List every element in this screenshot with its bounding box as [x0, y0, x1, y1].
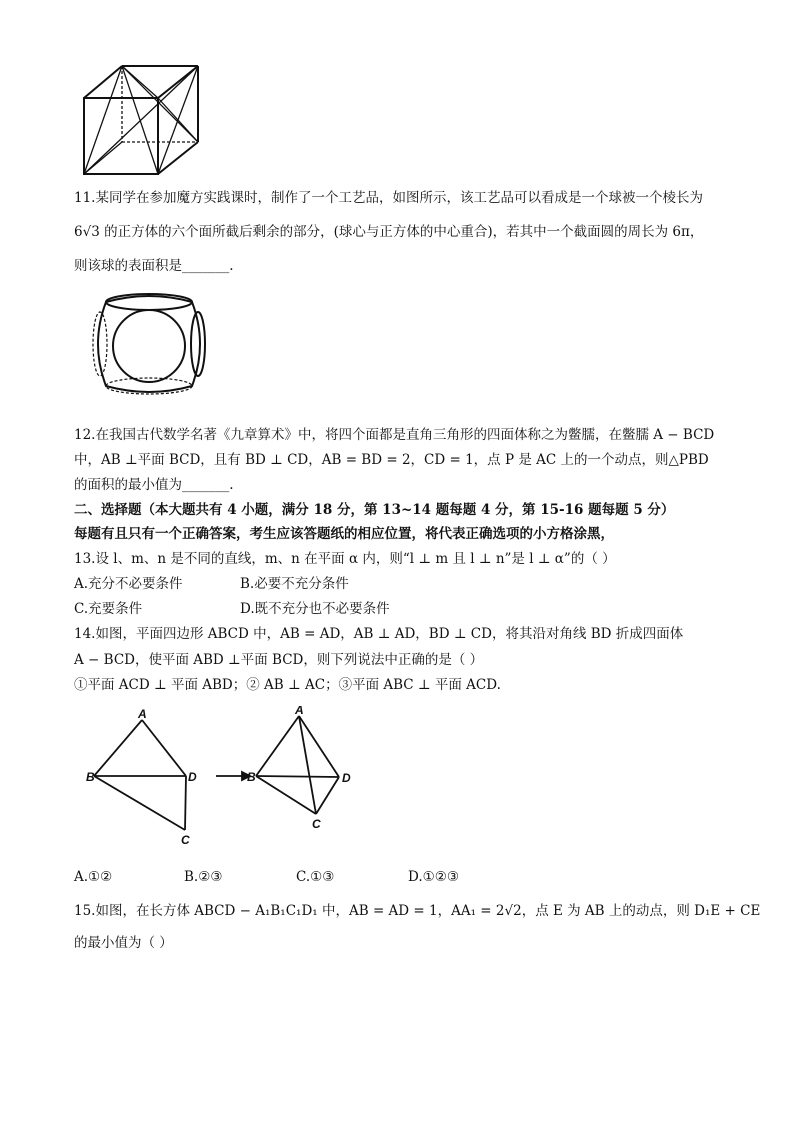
- q11-line-3: 则该球的表面积是_______.: [74, 258, 234, 274]
- fig-right-label-a: A: [295, 706, 304, 717]
- q11-line-1: 11.某同学在参加魔方实践课时，制作了一个工艺品，如图所示，该工艺品可以看成是一个球被一个棱长为: [74, 190, 703, 206]
- q13-option-a: A.充分不必要条件: [74, 576, 183, 592]
- q14-line-3: ①平面 ACD ⊥ 平面 ABD；② AB ⊥ AC；③平面 ABC ⊥ 平面 ACD.: [74, 677, 501, 693]
- q13-option-c: C.充要条件: [74, 601, 143, 617]
- cube-diagonals-figure: [78, 62, 203, 180]
- fig-right-label-c: C: [312, 817, 321, 831]
- fig-right-label-b: B: [247, 770, 256, 784]
- q14-option-d: D.①②③: [408, 869, 459, 885]
- q14-option-b: B.②③: [184, 869, 223, 885]
- fig-right-label-d: D: [342, 771, 351, 785]
- q15-line-1: 15.如图，在长方体 ABCD − A₁B₁C₁D₁ 中，AB = AD = 1，AA₁ = 2√2，点 E 为 AB 上的动点，则 D₁E + CE: [74, 903, 761, 919]
- q15-line-2: 的最小值为（ ）: [74, 935, 173, 951]
- q12-line-2: 中，AB ⊥平面 BCD，且有 BD ⊥ CD，AB = BD = 2，CD = 1，点 P 是 AC 上的一个动点，则△PBD: [74, 452, 709, 468]
- q14-option-a: A.①②: [74, 869, 113, 885]
- truncated-sphere-figure: [84, 288, 214, 400]
- fig-left-label-a: A: [138, 707, 147, 721]
- section-2-instructions: 每题有且只有一个正确答案，考生应该答题纸的相应位置，将代表正确选项的小方格涂黑，: [74, 526, 614, 542]
- q14-option-c: C.①③: [296, 869, 335, 885]
- q13-option-d: D.既不充分也不必要条件: [240, 601, 390, 617]
- q14-line-2: A − BCD，使平面 ABD ⊥平面 BCD，则下列说法中正确的是（ ）: [74, 652, 484, 668]
- section-2-heading: 二、选择题（本大题共有 4 小题，满分 18 分，第 13~14 题每题 4 分，第 15-16 题每题 5 分）: [74, 502, 675, 518]
- q13-stem: 13.设 l、m、n 是不同的直线，m、n 在平面 α 内，则“l ⊥ m 且 l ⊥ n”是 l ⊥ α”的（ ）: [74, 551, 616, 567]
- q12-line-3: 的面积的最小值为_______.: [74, 477, 234, 493]
- fig-left-label-d: D: [188, 770, 197, 784]
- q12-line-1: 12.在我国古代数学名著《九章算术》中，将四个面都是直角三角形的四面体称之为鳖臑，在鳖臑 A − BCD: [74, 427, 715, 443]
- fold-tetrahedron-figure: [78, 706, 368, 856]
- q14-line-1: 14.如图，平面四边形 ABCD 中，AB = AD，AB ⊥ AD，BD ⊥ CD，将其沿对角线 BD 折成四面体: [74, 626, 684, 642]
- q13-option-b: B.必要不充分条件: [240, 576, 349, 592]
- q11-line-2: 6√3 的正方体的六个面所截后剩余的部分，(球心与正方体的中心重合)，若其中一个截面圆的周长为 6π，: [74, 224, 704, 240]
- fig-left-label-b: B: [86, 770, 95, 784]
- fig-left-label-c: C: [181, 833, 190, 847]
